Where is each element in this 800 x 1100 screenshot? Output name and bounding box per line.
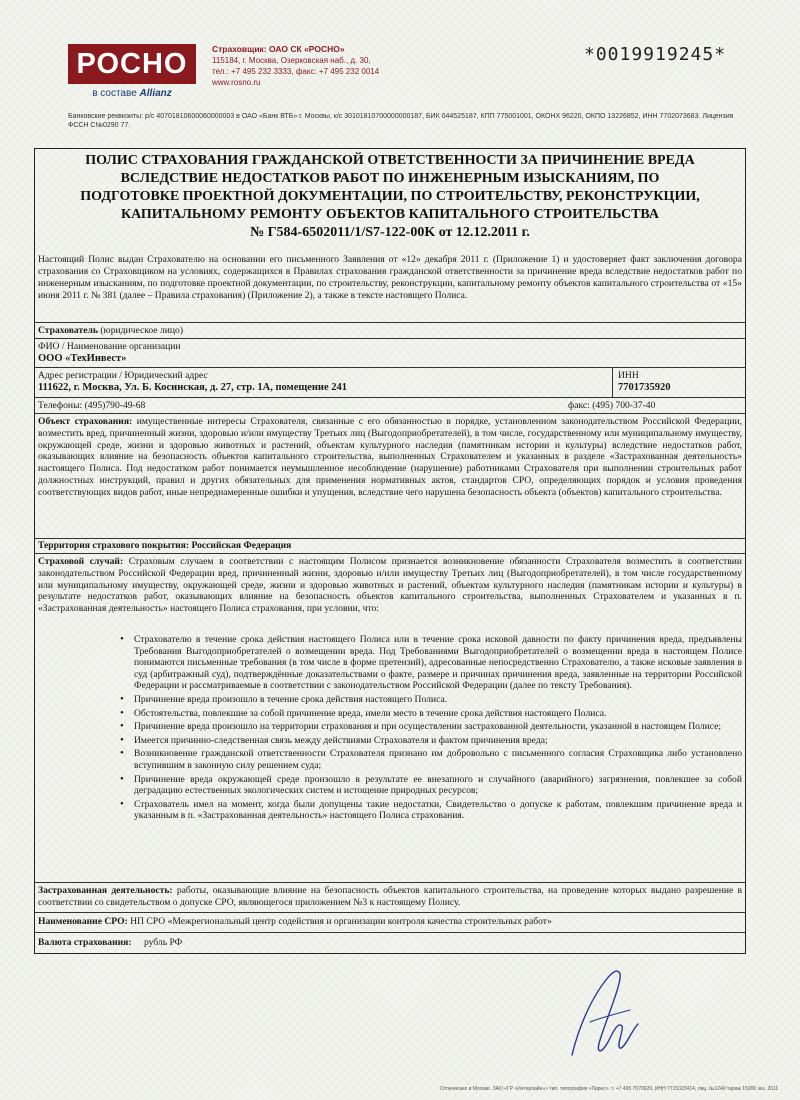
condition-item: • Имеется причинно-следственная связь между действиями Страхователя и фактом причинения вреда; [120, 735, 742, 747]
activity-section [38, 885, 742, 909]
condition-item: • Причинение вреда произошло на территории страхования и при осуществлении застрахованной деятельности, указанной в настоящем Полисе; [120, 721, 742, 733]
divider [34, 338, 746, 339]
condition-item: • Страхователь имел на момент, когда были допущены такие недостатки, Свидетельство о допуске к работам, повлекшим причинение вреда и указанным в п. «Застрахованная деятельность» настоящего Полиса страхования. [120, 799, 742, 822]
insurer-title: Страховщик: ОАО СК «РОСНО» [212, 44, 345, 54]
signature-image [560, 960, 650, 1070]
insured-event-section [38, 556, 742, 615]
inn-label: ИНН [618, 370, 639, 381]
divider [34, 322, 746, 323]
address-value: 111622, г. Москва, Ул. Б. Косинская, д. 27, стр. 1А, помещение 241 [38, 382, 348, 393]
print-note: Отпечатано в Москве. ЗАО «ГР «Интерлайн»» тип. типография «Ларес». т. +7 495 7070620, ИНН 7715323414, лиц. №1240 тираж 15000 экз. 2011 [440, 1086, 779, 1092]
territory-value: Российская Федерация [191, 540, 292, 551]
logo-subtitle-prefix: в составе [92, 88, 137, 99]
sro-row [38, 916, 552, 928]
condition-item: • Причинение вреда окружающей среде произошло в результате ее внезапного и случайного (аварийного) загрязнения, повлекшее за собой деградацию естественных экологических систем и истощение природных ресурсов; [120, 774, 742, 797]
title-line: ПОЛИС СТРАХОВАНИЯ ГРАЖДАНСКОЙ ОТВЕТСТВЕННОСТИ ЗА ПРИЧИНЕНИЕ ВРЕДА [85, 153, 695, 168]
title-line: ПОДГОТОВКЕ ПРОЕКТНОЙ ДОКУМЕНТАЦИИ, ПО СТРОИТЕЛЬСТВУ, РЕКОНСТРУКЦИИ, [80, 189, 700, 204]
policy-number: № Г584-6502011/1/S7-122-00K от 12.12.2011 г. [250, 225, 530, 240]
insured-label: Страхователь [38, 325, 98, 336]
fax-label: факс: [568, 400, 590, 411]
territory-label: Территория страхового покрытия: [38, 540, 190, 551]
policy-intro: Настоящий Полис выдан Страхователю на основании его письменного Заявления от «12» декабря 2011 г. (Приложение 1) и удостоверяет факт заключения договора страхования со Страховщиком на условиях, содержащихся в Правилах страхования гражданской ответственности за причинение вреда вследствие недостатков работ по инженерным изысканиям, по подготовке проектной документации, по строительству, реконструкции, капитальному ремонту объектов капитального строительства от «15» июня 2011 г. № 381 (далее – Правила страхования) (Приложение 2), а также в тексте настоящего Полиса. [38, 254, 742, 301]
name-label: ФИО / Наименование организации [38, 341, 181, 352]
insurer-address: 115184, г. Москва, Озерковская наб., д. 30, [212, 56, 371, 65]
bank-details: Банковские реквизиты: р/с 40701810600060000003 в ОАО «Банк ВТБ» г. Москвы, к/с 30101810700000000187, БИК 044525187, КПП 775001001, ОКОНХ 96220, ОКПО 13226852, ИНН 7702073683. Лицензия ФССН С№0290 77. [68, 113, 734, 129]
condition-item: • Обстоятельства, повлекшие за собой причинение вреда, имели место в течение срока действия настоящего Полиса. [120, 708, 742, 720]
insured-header [38, 325, 183, 337]
insurer-details [212, 44, 432, 88]
fax-value: (495) 700-37-40 [592, 400, 656, 411]
condition-item: • Причинение вреда произошло в течение срока действия настоящего Полиса. [120, 694, 742, 706]
insurer-phones: тел.: +7 495 232 3333, факс: +7 495 232 0014 [212, 67, 380, 76]
object-section [38, 416, 742, 499]
inn-value: 7701735920 [618, 382, 671, 393]
insured-event-text: Страховым случаем в соответствии с настоящим Полисом признается возникновение обязанности Страхователя возместить в соответствии законодательством Российской Федерации вред, причиненный жизни, здоровью и/или имуществу Третьих лиц (Выгодоприобретателей), в том числе государственному или муниципальному имуществу, окружающей среде, жизни и здоровью животных и растений, объектам культурного наследия (памятникам истории и культуры) в результате недостатков работ, оказывающих влияние на безопасность объектов капитального строительства, выполненных Страхователем и указанных в п. «Застрахованная деятельность» настоящего Полиса страхования, при условии, что: [38, 556, 743, 615]
column-divider [612, 367, 613, 397]
insured-event-label: Страховой случай: [38, 556, 124, 567]
policy-title [40, 152, 740, 242]
logo-subtitle [68, 88, 196, 99]
sro-value: НП СРО «Межрегиональный центр содействия и организации контроля качества строительных работ» [130, 916, 552, 927]
phones-row [38, 400, 145, 412]
divider [34, 553, 746, 554]
insurer-site: www.rosno.ru [212, 78, 261, 87]
phones-label: Телефоны: [38, 400, 83, 411]
divider [34, 932, 746, 933]
divider [34, 538, 746, 539]
divider [34, 413, 746, 414]
conditions-list [120, 634, 742, 824]
divider [34, 367, 746, 368]
insured-note: (юридическое лицо) [100, 325, 184, 336]
title-line: ВСЛЕДСТВИЕ НЕДОСТАТКОВ РАБОТ ПО ИНЖЕНЕРНЫМ ИЗЫСКАНИЯМ, ПО [120, 171, 660, 186]
territory-row [38, 540, 291, 552]
activity-text: работы, оказывающие влияние на безопасность объектов капитального строительства, на проведение которых выдано разрешение в соответствии со свидетельством о допуске СРО, являющегося приложением №3 к настоящему Полису. [38, 885, 742, 908]
object-text: имущественные интересы Страхователя, связанные с его обязанностью в порядке, установленном законодательством Российской Федерации, возместить вред, причиненный жизни, здоровью и/или имуществу Третьих лиц (Выгодоприобретателей), в том числе, государственному или муниципальному имуществу, окружающей среде, жизни и здоровью животных и растений, объектам культурного наследия (памятникам истории и культуры) вследствие недостатков работ, оказывающих влияние на безопасность объектов капитального строительства, выполненных Страхователем и указанных в разделе «Застрахованная деятельность» настоящего Полиса. Под недостатком работ понимается неумышленное несоблюдение (нарушение) работниками Страхователя при выполнении строительных работ должностных инструкций, правил и других обязательных для применения нормативных актов, стандартов СРО, определяющих порядок и условия проведения соответствующих видов работ, иные непреднамеренные ошибки и упущения, вследствие чего нарушена безопасность объекта (объектов) капитального строительства. [38, 416, 742, 498]
serial-number: *0019919245* [584, 44, 727, 65]
name-value: ООО «ТехИнвест» [38, 353, 127, 364]
fax-row [568, 400, 655, 412]
allianz-brand: Allianz [139, 88, 172, 99]
currency-value: рубль РФ [143, 937, 183, 948]
rosno-logo [68, 44, 196, 84]
address-label: Адрес регистрации / Юридический адрес [38, 370, 208, 381]
currency-label: Валюта страхования: [38, 937, 132, 948]
condition-item: • Страхователю в течение срока действия настоящего Полиса или в течение срока исковой давности по факту причинения вреда, предъявлены Требования Выгодоприобретателей о возмещении вреда. Под Требованиями Выгодоприобретателей о возмещении вреда в настоящем Полисе понимаются письменные требования (в том числе в форме претензий), адресованные непосредственно Страхователю, а также исковые заявления в суд (арбитражный суд), подтверждённые доказательствами о факте, размере и причинах причинения вреда, заявленные на территории Российской Федерации и рассматриваемые в соответствии с законодательством Российской Федерации (далее по тексту Требования). [120, 634, 742, 692]
currency-row [38, 937, 182, 949]
object-label: Объект страхования: [38, 416, 133, 427]
divider [34, 397, 746, 398]
title-line: КАПИТАЛЬНОМУ РЕМОНТУ ОБЪЕКТОВ КАПИТАЛЬНОГО СТРОИТЕЛЬСТВА [121, 207, 659, 222]
divider [34, 912, 746, 913]
condition-item: • Возникновение гражданской ответственности Страхователя признано им добровольно с письменного согласия Страховщика либо установлено вступившим в законную силу решением суда; [120, 748, 742, 771]
phones-value: (495)790-49-68 [84, 400, 146, 411]
logo-text: РОСНО [76, 47, 188, 80]
divider [34, 882, 746, 883]
activity-label: Застрахованная деятельность: [38, 885, 173, 896]
sro-label: Наименование СРО: [38, 916, 128, 927]
